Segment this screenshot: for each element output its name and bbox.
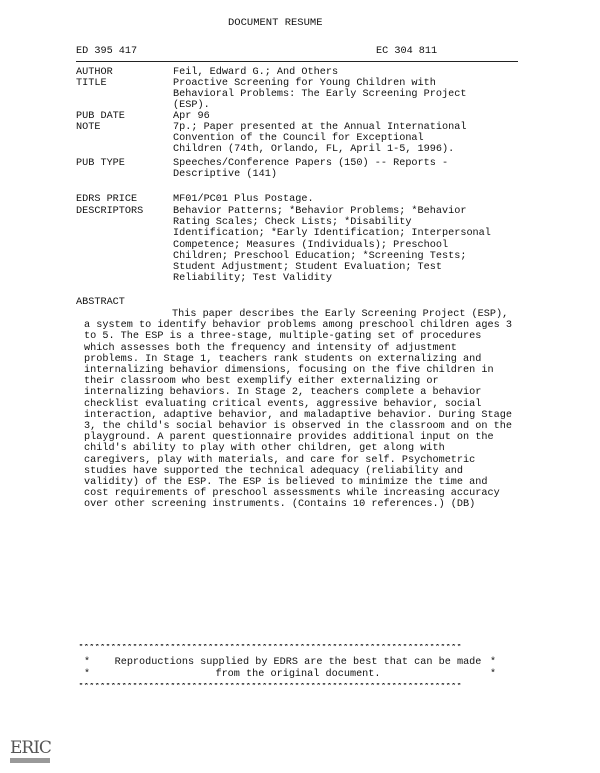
field-label-author: AUTHOR	[76, 67, 113, 78]
ed-number: ED 395 417	[76, 46, 138, 57]
field-value-author: Feil, Edward G.; And Others	[173, 67, 339, 78]
footer-star-right-1: *	[490, 657, 497, 668]
field-value-edrs-price: MF01/PC01 Plus Postage.	[173, 194, 314, 205]
header-rule	[76, 61, 518, 62]
footer-star-right-2: *	[490, 669, 497, 680]
footer-reproduction-note: Reproductions supplied by EDRS are the best that can be made	[114, 657, 482, 668]
field-value-title: Proactive Screening for Young Children with Behavioral Problems: The Early Screening Project (ESP).	[173, 78, 467, 112]
footer-star-border-top: ***********************************************************************	[78, 644, 462, 654]
footer-star-left-2: *	[84, 669, 91, 680]
field-value-pub-date: Apr 96	[173, 111, 210, 122]
field-label-pub-date: PUB DATE	[76, 111, 125, 122]
field-value-note: 7p.; Paper presented at the Annual International Convention of the Council for Exceptional Children (74th, Orlando, FL, April 1-5, 1996).	[173, 122, 467, 156]
field-label-descriptors: DESCRIPTORS	[76, 206, 144, 217]
field-label-pub-type: PUB TYPE	[76, 158, 125, 169]
field-value-pub-type: Speeches/Conference Papers (150) -- Reports - Descriptive (141)	[173, 158, 449, 181]
footer-star-border-bottom: ***********************************************************************	[78, 683, 462, 693]
eric-logo-text: ERIC	[10, 738, 51, 758]
field-label-title: TITLE	[76, 78, 107, 89]
footer-original-note: from the original document.	[215, 669, 381, 680]
eric-logo-bar	[10, 758, 50, 763]
document-title: DOCUMENT RESUME	[228, 17, 323, 29]
eric-logo	[10, 736, 51, 766]
field-label-note: NOTE	[76, 122, 101, 133]
field-label-edrs-price: EDRS PRICE	[76, 194, 138, 205]
abstract-label: ABSTRACT	[76, 297, 125, 308]
ec-number: EC 304 811	[376, 46, 438, 57]
footer-star-left-1: *	[84, 657, 91, 668]
abstract-text: This paper describes the Early Screening Project (ESP), a system to identify behavior problems among preschool children ages 3 to 5. The ESP is a three-stage, multiple-gating set of procedures which assesses both the frequency and intensity of adjustment problems. In Stage 1, teachers rank students on externalizing and internalizing behavior dimensions, focusing on the five children in their classroom who best exemplify either externalizing or internalizing behaviors. In Stage 2, teachers complete a behavior checklist evaluating critical events, aggressive behavior, social interaction, adaptive behavior, and maladaptive behavior. During Stage 3, the child's social behavior is observed in the classroom and on the playground. A parent questionnaire provides additional input on the child's ability to play with other children, get along with caregivers, play with materials, and care for self. Psychometric studies have supported the technical adequacy (reliability and validity) of the ESP. The ESP is believed to minimize the time and cost requirements of preschool assessments while increasing accuracy over other screening instruments. (Contains 10 references.) (DB)	[84, 309, 512, 511]
field-value-descriptors: Behavior Patterns; *Behavior Problems; *Behavior Rating Scales; Check Lists; *Disability Identification; *Early Identification; Interpersonal Competence; Measures (Individuals); Preschool Children; Preschool Education; *Screening Tests; Student Adjustment; Student Evaluation; Test Reliability; Test Validity	[173, 206, 491, 285]
